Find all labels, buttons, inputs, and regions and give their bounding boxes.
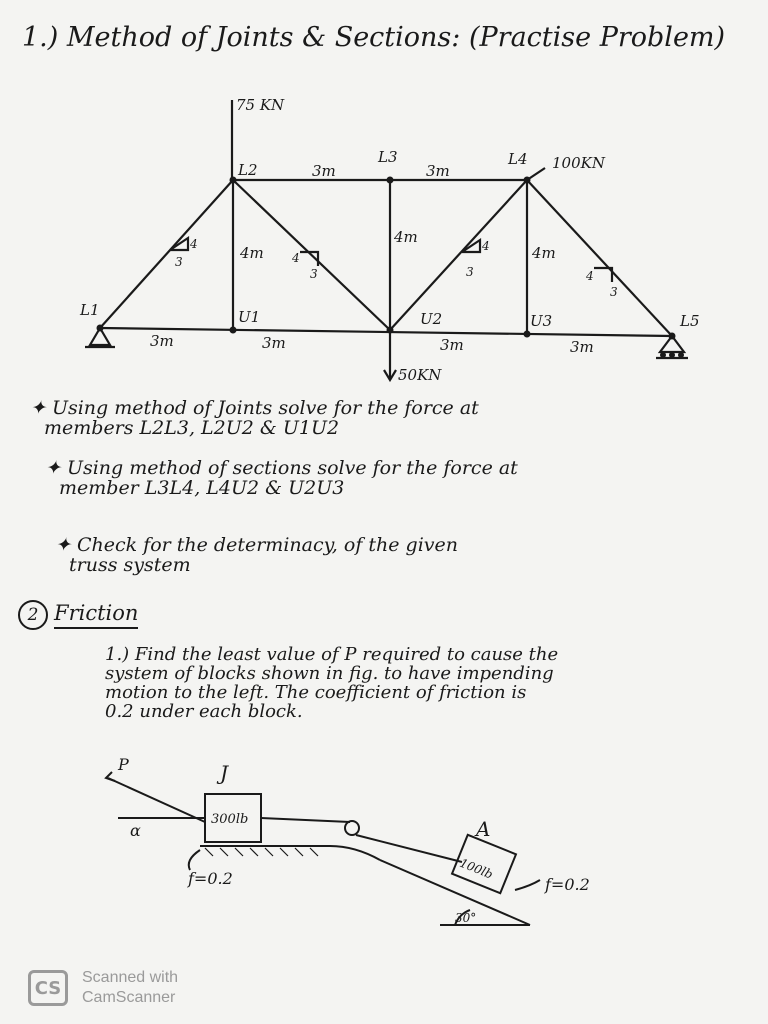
height-3: 4m <box>532 244 556 262</box>
problem-line-1: 1.) Find the least value of P required to cause the <box>105 644 559 665</box>
node-u1: U1 <box>238 308 261 326</box>
question-3-line-2: truss system <box>69 554 191 576</box>
node-u3: U3 <box>530 312 553 330</box>
incline-angle-label: 30° <box>455 911 477 925</box>
watermark-line-2: CamScanner <box>82 989 176 1006</box>
section-heading-friction <box>18 600 138 630</box>
problem-line-2: system of blocks shown in fig. to have impending <box>105 663 554 684</box>
question-2 <box>45 458 518 498</box>
friction-pointer-a <box>515 880 540 890</box>
force-label-p: P <box>118 755 129 774</box>
rope-j <box>261 818 350 822</box>
force-p-line <box>108 778 205 822</box>
problem-line-4: 0.2 under each block. <box>105 701 303 722</box>
pulley-icon <box>345 821 359 835</box>
section-number: 2 <box>18 600 48 630</box>
question-3-line-1: Check for the determinacy, of the given <box>76 534 459 556</box>
truss-diagram <box>0 90 768 390</box>
span-bottom-3: 3m <box>440 336 464 354</box>
height-1: 4m <box>240 244 264 262</box>
member-l1-l2 <box>100 180 233 328</box>
friction-problem <box>105 645 745 721</box>
load-label-100: 100KN <box>552 154 605 172</box>
ground-surface <box>200 846 380 860</box>
load-label-50: 50KN <box>398 366 442 384</box>
slope-rise-4: 4 <box>586 269 594 283</box>
question-2-line-2: member L3L4, L4U2 & U2U3 <box>59 477 345 499</box>
question-3 <box>55 535 458 575</box>
span-bottom-2: 3m <box>262 334 286 352</box>
friction-diagram <box>0 740 768 940</box>
span-bottom-1: 3m <box>150 332 174 350</box>
ground-hatch <box>205 848 318 856</box>
block-j-label: J <box>220 761 229 785</box>
member-u2-l4 <box>390 180 527 330</box>
slope-rise-3: 4 <box>482 239 490 253</box>
slope-run-3: 3 <box>466 265 474 279</box>
slope-run-4: 3 <box>610 285 618 299</box>
bullet-icon: ✦ <box>45 457 67 479</box>
node-l1: L1 <box>80 301 100 319</box>
friction-j-label: f=0.2 <box>188 869 233 888</box>
node-u2: U2 <box>420 310 443 328</box>
bottom-chord <box>100 328 672 336</box>
angle-label-alpha: α <box>130 821 141 840</box>
page-title: 1.) Method of Joints & Sections: (Practise Problem) <box>22 22 726 53</box>
camscanner-watermark <box>28 968 178 1008</box>
height-2: 4m <box>394 228 418 246</box>
slope-run-1: 3 <box>175 255 183 269</box>
node-l2: L2 <box>238 161 258 179</box>
watermark-line-1: Scanned with <box>82 969 179 986</box>
node-l5: L5 <box>680 312 700 330</box>
block-j-weight: 300lb <box>211 812 249 827</box>
question-1 <box>30 398 479 438</box>
question-2-line-1: Using method of sections solve for the force at <box>66 457 518 479</box>
span-top-1: 3m <box>312 162 336 180</box>
question-1-line-2: members L2L3, L2U2 & U1U2 <box>44 417 340 439</box>
friction-heading-text: Friction <box>54 601 138 629</box>
problem-line-3: motion to the left. The coefficient of friction is <box>105 682 527 703</box>
camscanner-logo: CS <box>28 970 68 1006</box>
slope-rise-1: 4 <box>190 237 198 251</box>
friction-pointer-j <box>189 850 200 870</box>
slope-run-2: 3 <box>310 267 318 281</box>
bullet-icon: ✦ <box>30 397 52 419</box>
span-bottom-4: 3m <box>570 338 594 356</box>
question-1-line-1: Using method of Joints solve for the force at <box>51 397 479 419</box>
force-p-arrowhead <box>106 772 115 781</box>
rope-a <box>356 835 462 862</box>
node-l4: L4 <box>508 150 528 168</box>
block-a-label: A <box>476 817 491 841</box>
block-a-weight: 100lb <box>457 855 495 882</box>
slope-rise-2: 4 <box>292 251 300 265</box>
span-top-2: 3m <box>426 162 450 180</box>
load-label-75: 75 KN <box>236 96 285 114</box>
node-l3: L3 <box>378 148 398 166</box>
bullet-icon: ✦ <box>55 534 77 556</box>
friction-a-label: f=0.2 <box>545 875 590 894</box>
